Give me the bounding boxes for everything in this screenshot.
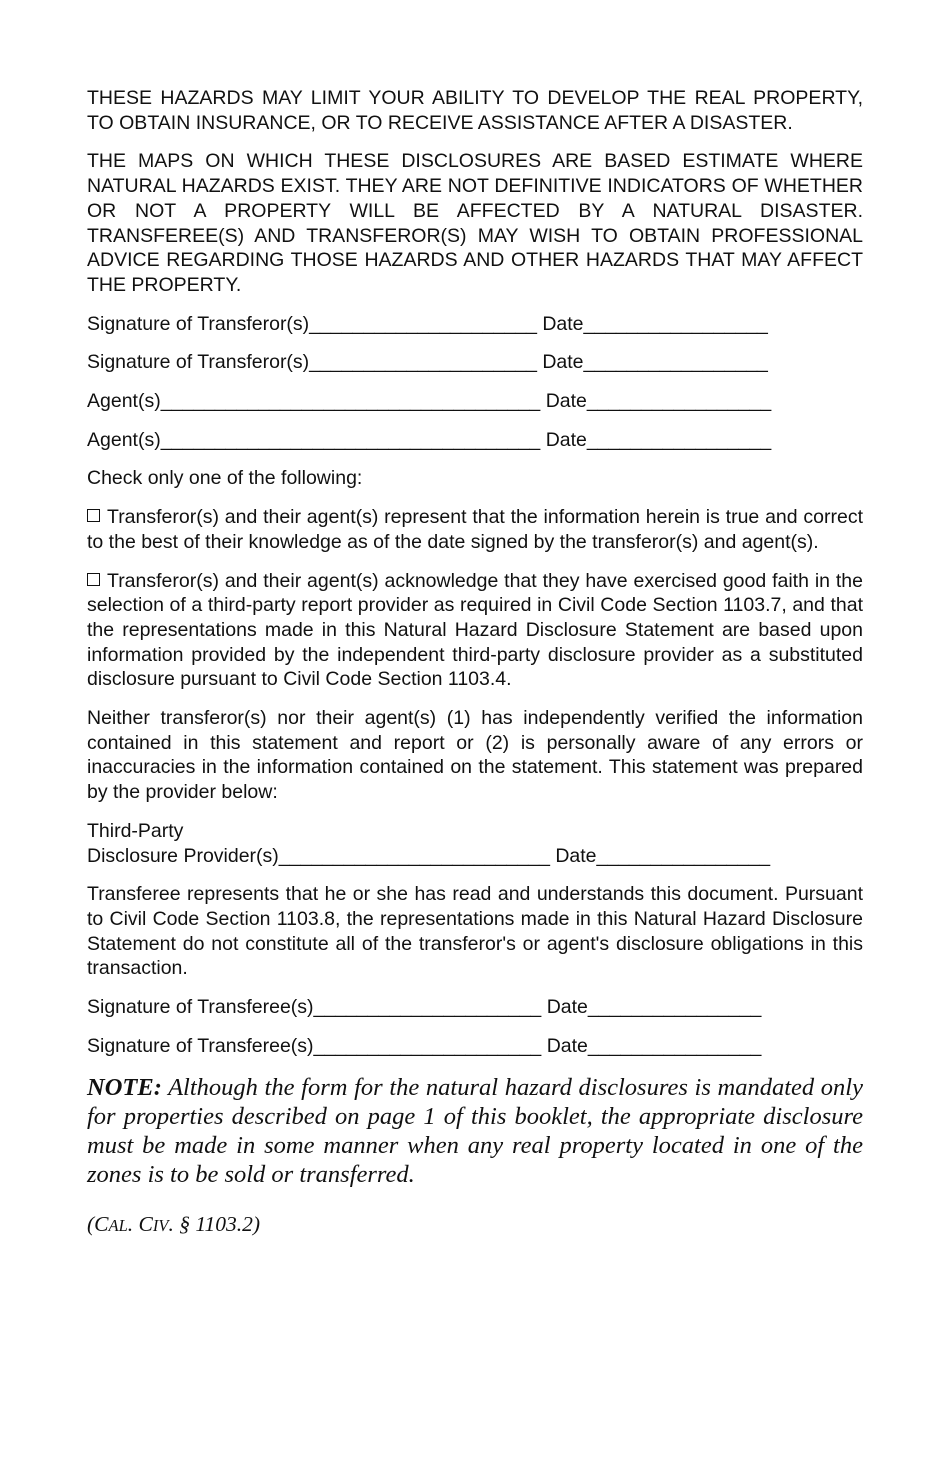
citation-cal-initial: C bbox=[94, 1211, 109, 1236]
transferor-signature-line-1[interactable]: Signature of Transferor(s)_____________________ Date_________________ bbox=[87, 312, 768, 335]
empty-checkbox-icon[interactable] bbox=[87, 573, 100, 586]
transferee-signature-line-1[interactable]: Signature of Transferee(s)_____________________ Date________________ bbox=[87, 996, 762, 1019]
transferee-paragraph: Transferee represents that he or she has read and understands this document. Pursuant to Civil Code Section 1103.8, the representations made in this Natural Hazard Disclosure Statement do not constitute all of the transferor's or agent's disclosure obligations in this transaction. bbox=[87, 883, 863, 980]
citation-section: . § 1103.2) bbox=[168, 1211, 261, 1236]
citation-dot: . bbox=[127, 1211, 139, 1236]
provider-label: Third-Party bbox=[87, 819, 184, 842]
note-text: Although the form for the natural hazard disclosures is mandated only for properties described on page 1 of this booklet, the appropriate disclosure must be made in some manner when any real property located in one of the zones is to be sold or transferred. bbox=[87, 1073, 863, 1188]
agent-signature-line-1[interactable]: Agent(s)___________________________________ Date_________________ bbox=[87, 390, 772, 413]
citation-civ-rest: IV bbox=[152, 1215, 169, 1235]
agent-signature-line-2[interactable]: Agent(s)___________________________________ Date_________________ bbox=[87, 428, 772, 451]
citation-cal-rest: AL bbox=[108, 1215, 128, 1235]
maps-paragraph: THE MAPS ON WHICH THESE DISCLOSURES ARE BASED ESTIMATE WHERE NATURAL HAZARDS EXIST. THEY ARE NOT DEFINITIVE INDICATORS OF WHETHER OR NOT A PROPERTY WILL BE AFFECTED BY A NATURAL DISASTER. TRANSFEREE(S) AND TRANSFEROR(S) MAY WISH TO OBTAIN PROFESSIONAL ADVICE REGARDING THOSE HAZARDS AND OTHER HAZARDS THAT MAY AFFECT THE PROPERTY. bbox=[87, 150, 863, 296]
transferor-signature-line-2[interactable]: Signature of Transferor(s)_____________________ Date_________________ bbox=[87, 351, 768, 374]
neither-paragraph: Neither transferor(s) nor their agent(s) (1) has independently verified the information contained in this statement and report or (2) is personally aware of any errors or inaccuracies in the information contained on the statement. This statement was prepared by the provider below: bbox=[87, 707, 863, 804]
hazards-limit-paragraph: THESE HAZARDS MAY LIMIT YOUR ABILITY TO DEVELOP THE REAL PROPERTY, TO OBTAIN INSURANCE, OR TO RECEIVE ASSISTANCE AFTER A DISASTER. bbox=[87, 87, 863, 134]
note-paragraph bbox=[87, 1073, 863, 1189]
empty-checkbox-icon[interactable] bbox=[87, 509, 100, 522]
statute-citation bbox=[87, 1211, 863, 1239]
transferee-signature-line-2[interactable]: Signature of Transferee(s)_____________________ Date________________ bbox=[87, 1034, 762, 1057]
note-label: NOTE: bbox=[87, 1073, 162, 1101]
check-option-third-party bbox=[87, 569, 863, 693]
check-option-true-correct bbox=[87, 505, 863, 554]
provider-signature-line[interactable]: Disclosure Provider(s)_________________________ Date________________ bbox=[87, 844, 771, 867]
check-option-text: Transferor(s) and their agent(s) acknowledge that they have exercised good faith in the selection of a third-party report provider as required in Civil Code Section 1103.7, and that the representations made in this Natural Hazard Disclosure Statement are based upon information provided by the independent third-party disclosure provider as a substituted disclosure pursuant to Civil Code Section 1103.4. bbox=[87, 569, 863, 691]
citation-open: ( bbox=[87, 1211, 95, 1236]
check-instruction: Check only one of the following: bbox=[87, 467, 363, 490]
check-option-text: Transferor(s) and their agent(s) represent that the information herein is true and correct to the best of their knowledge as of the date signed by the transferor(s) and agent(s). bbox=[87, 506, 863, 553]
disclosure-page bbox=[87, 86, 863, 1239]
citation-civ-initial: C bbox=[138, 1211, 153, 1236]
